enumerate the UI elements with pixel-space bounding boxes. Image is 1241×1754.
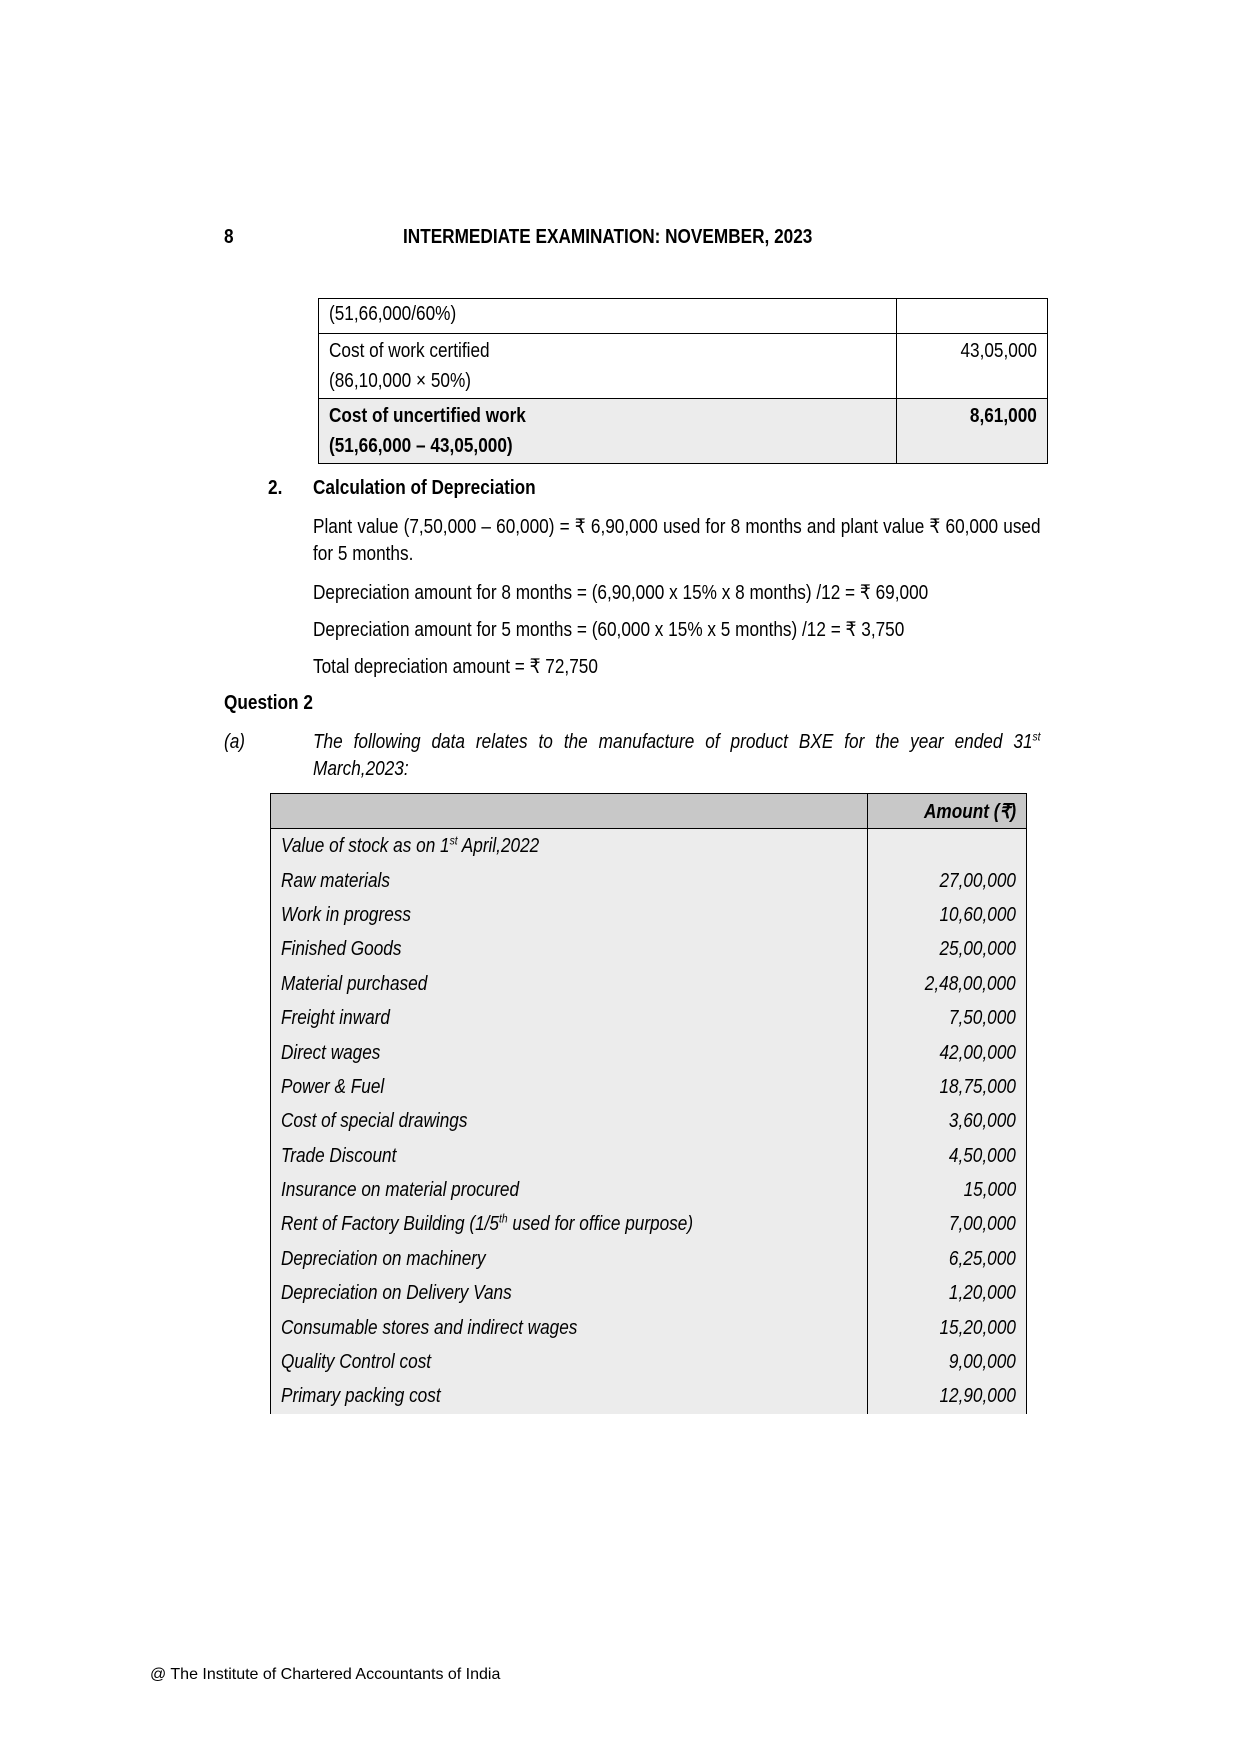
row-value: 4,50,000 (868, 1139, 1027, 1173)
table-row (319, 399, 1048, 464)
table-row (271, 1207, 1027, 1241)
table-row (319, 334, 1048, 399)
row-label: Depreciation on machinery (271, 1242, 868, 1276)
depreciation-line-2: Depreciation amount for 5 months = (60,000 x 15% x 5 months) /12 = ₹ 3,750 (313, 619, 905, 641)
page-title: INTERMEDIATE EXAMINATION: NOVEMBER, 2023 (403, 226, 813, 248)
page-number: 8 (224, 226, 234, 248)
row-label: Consumable stores and indirect wages (271, 1310, 868, 1344)
table-header-row (271, 794, 1027, 829)
manufacturing-data-table (270, 793, 1027, 1414)
table-row (271, 1139, 1027, 1173)
row-value (868, 829, 1027, 864)
section-number: 2. (268, 477, 283, 499)
row-label: Quality Control cost (271, 1345, 868, 1379)
row-label: Cost of work certified (86,10,000 × 50%) (319, 334, 897, 399)
table-row (271, 1173, 1027, 1207)
row-label: Raw materials (271, 863, 868, 897)
table-row (271, 863, 1027, 897)
row-label: Direct wages (271, 1035, 868, 1069)
row-label: Freight inward (271, 1001, 868, 1035)
footer-text: @ The Institute of Chartered Accountants of India (150, 1666, 501, 1683)
row-label: Insurance on material procured (271, 1173, 868, 1207)
row-label: Cost of special drawings (271, 1104, 868, 1138)
row-amount: 43,05,000 (897, 334, 1048, 399)
row-amount: 8,61,000 (897, 399, 1048, 464)
row-value: 10,60,000 (868, 898, 1027, 932)
row-value: 18,75,000 (868, 1070, 1027, 1104)
row-label: Trade Discount (271, 1139, 868, 1173)
table-row (271, 1345, 1027, 1379)
part-label: (a) (224, 731, 246, 753)
row-value: 7,50,000 (868, 1001, 1027, 1035)
table-row (271, 1035, 1027, 1069)
row-value: 42,00,000 (868, 1035, 1027, 1069)
row-label: Primary packing cost (271, 1379, 868, 1413)
row-value: 12,90,000 (868, 1379, 1027, 1413)
row-value: 7,00,000 (868, 1207, 1027, 1241)
table-row (271, 1242, 1027, 1276)
amount-header: Amount (₹) (868, 794, 1027, 829)
table-row (319, 299, 1048, 334)
row-label: Cost of uncertified work (51,66,000 – 43,05,000) (319, 399, 897, 464)
table-row (271, 1276, 1027, 1310)
table-row (271, 1310, 1027, 1344)
depreciation-line-1: Depreciation amount for 8 months = (6,90,000 x 15% x 8 months) /12 = ₹ 69,000 (313, 582, 929, 604)
row-value: 25,00,000 (868, 932, 1027, 966)
row-value: 1,20,000 (868, 1276, 1027, 1310)
question-intro: The following data relates to the manufacture of product BXE for the year ended 31st March,2023: (313, 729, 1041, 780)
table-row (271, 898, 1027, 932)
row-label: Rent of Factory Building (1/5th used for office purpose) (271, 1207, 868, 1241)
row-label: Power & Fuel (271, 1070, 868, 1104)
row-amount (897, 299, 1048, 334)
uncertified-work-table (318, 298, 1048, 464)
table-row (271, 1379, 1027, 1413)
row-label: Work in progress (271, 898, 868, 932)
table-row (271, 1001, 1027, 1035)
row-value: 27,00,000 (868, 863, 1027, 897)
row-value: 15,20,000 (868, 1310, 1027, 1344)
table-row (271, 829, 1027, 864)
row-label: Finished Goods (271, 932, 868, 966)
row-value: 6,25,000 (868, 1242, 1027, 1276)
row-value: 3,60,000 (868, 1104, 1027, 1138)
table-row (271, 932, 1027, 966)
row-value: 15,000 (868, 1173, 1027, 1207)
row-label: Material purchased (271, 967, 868, 1001)
depreciation-total: Total depreciation amount = ₹ 72,750 (313, 656, 598, 678)
row-value: 9,00,000 (868, 1345, 1027, 1379)
row-value: 2,48,00,000 (868, 967, 1027, 1001)
row-label: Value of stock as on 1st April,2022 (271, 829, 868, 864)
question-heading: Question 2 (224, 692, 313, 714)
plant-value-paragraph: Plant value (7,50,000 – 60,000) = ₹ 6,90,000 used for 8 months and plant value ₹ 60,000 used for 5 months. (313, 516, 1041, 565)
table-row (271, 967, 1027, 1001)
table-row (271, 1104, 1027, 1138)
section-heading: Calculation of Depreciation (313, 477, 536, 499)
row-label: Depreciation on Delivery Vans (271, 1276, 868, 1310)
label-header (271, 794, 868, 829)
row-label: (51,66,000/60%) (319, 299, 897, 334)
table-row (271, 1070, 1027, 1104)
